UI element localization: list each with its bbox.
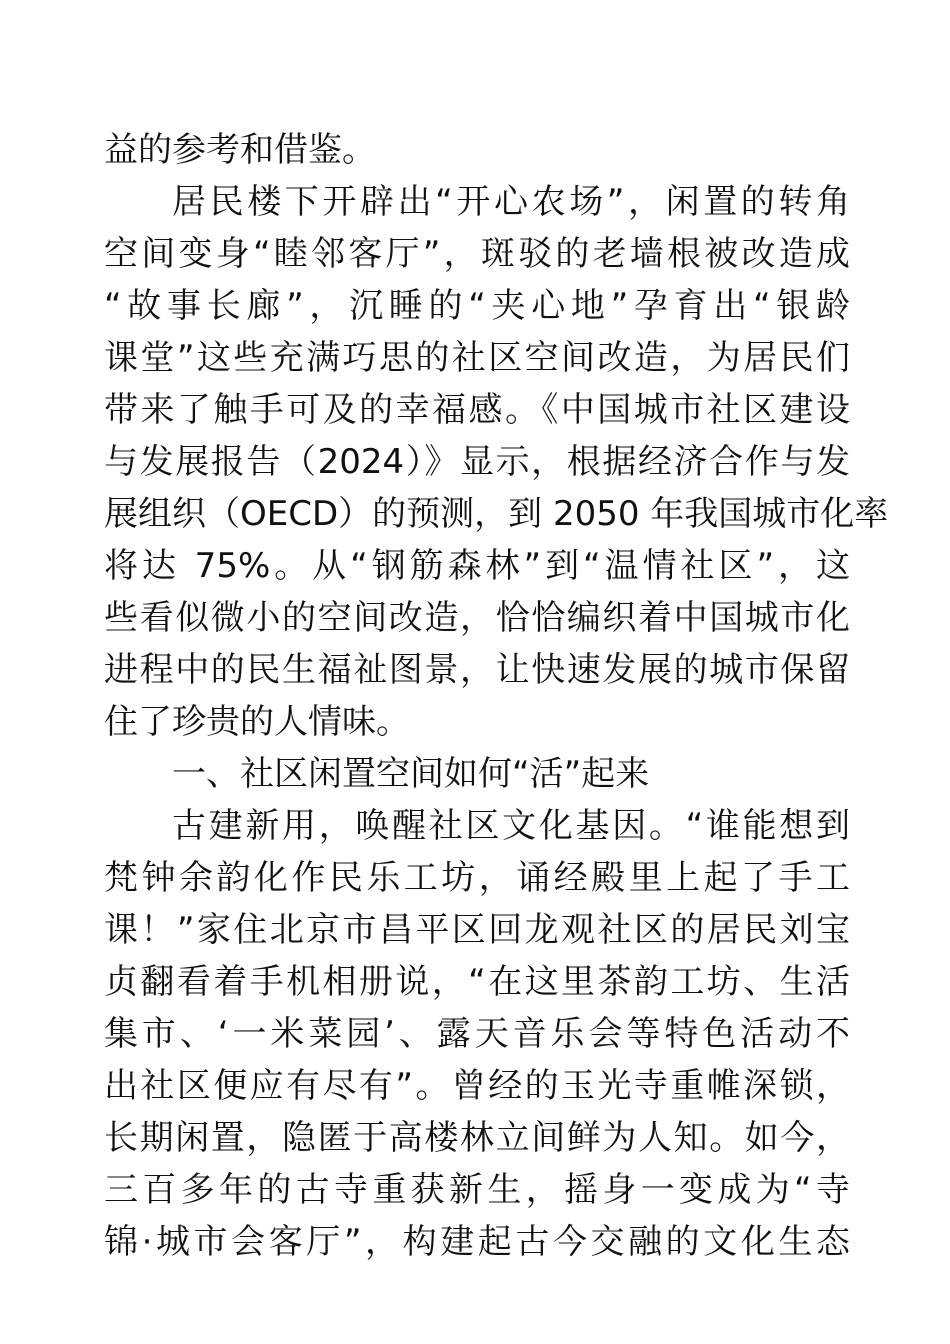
text-line: 与发展报告（2024）》显示，根据经济合作与发 bbox=[104, 442, 850, 482]
text-line: 益的参考和借鉴。 bbox=[104, 130, 376, 170]
text-line: 空间变身“睦邻客厅”，斑驳的老墙根被改造成 bbox=[104, 234, 850, 274]
text-line: “故事长廊”，沉睡的“夹心地”孕育出“银龄 bbox=[104, 286, 850, 326]
text-line: 将达 75%。从“钢筋森林”到“温情社区”，这 bbox=[104, 546, 850, 586]
text-line: 集市、‘一米菜园’、露天音乐会等特色活动不 bbox=[104, 1014, 850, 1054]
text-line: 三百多年的古寺重获新生，摇身一变成为“寺 bbox=[104, 1170, 850, 1210]
text-line: 课！”家住北京市昌平区回龙观社区的居民刘宝 bbox=[104, 910, 850, 950]
text-line: 住了珍贵的人情味。 bbox=[104, 702, 410, 742]
text-line: 出社区便应有尽有”。曾经的玉光寺重帷深锁， bbox=[104, 1066, 850, 1106]
text-line: 展组织（OECD）的预测，到 2050 年我国城市化率 bbox=[104, 494, 889, 534]
paragraph-start-line: 古建新用，唤醒社区文化基因。“谁能想到 bbox=[172, 806, 850, 846]
text-line: 梵钟余韵化作民乐工坊，诵经殿里上起了手工 bbox=[104, 858, 850, 898]
text-line: 课堂”这些充满巧思的社区空间改造，为居民们 bbox=[104, 338, 850, 378]
section-heading: 一、社区闲置空间如何“活”起来 bbox=[172, 754, 650, 794]
text-line: 进程中的民生福祉图景，让快速发展的城市保留 bbox=[104, 650, 850, 690]
text-line: 贞翻看着手机相册说，“在这里茶韵工坊、生活 bbox=[104, 962, 850, 1002]
text-line: 锦·城市会客厅”，构建起古今交融的文化生态 bbox=[104, 1222, 850, 1262]
text-line: 长期闲置，隐匿于高楼林立间鲜为人知。如今， bbox=[104, 1118, 850, 1158]
text-line: 带来了触手可及的幸福感。《中国城市社区建设 bbox=[104, 390, 850, 430]
text-line: 些看似微小的空间改造，恰恰编织着中国城市化 bbox=[104, 598, 850, 638]
paragraph-start-line: 居民楼下开辟出“开心农场”，闲置的转角 bbox=[172, 182, 850, 222]
document-body bbox=[104, 124, 889, 1268]
